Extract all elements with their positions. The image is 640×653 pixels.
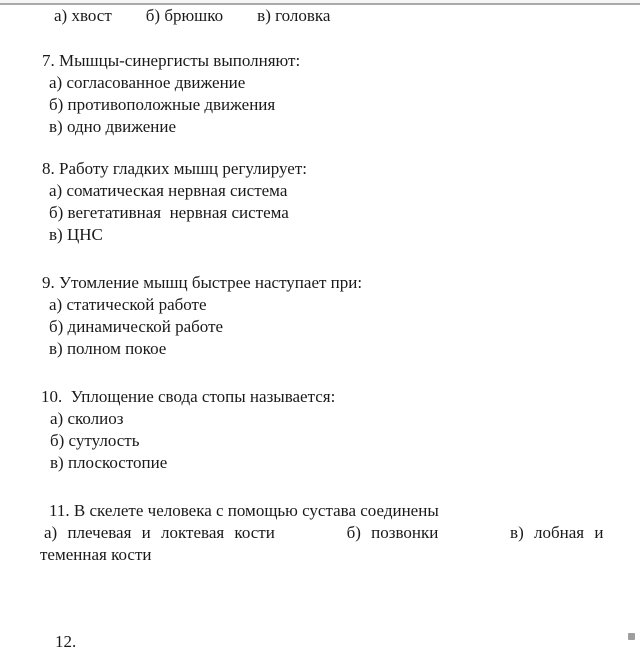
question-heading bbox=[0, 272, 640, 294]
option-line-a: а) согласованное движение bbox=[49, 73, 246, 92]
option-line-b: б) динамической работе bbox=[49, 317, 224, 336]
question-number: 9. bbox=[42, 273, 59, 292]
option-line-a: а) статической работе bbox=[49, 295, 207, 314]
question-heading bbox=[0, 158, 640, 180]
question-number: 7. bbox=[42, 51, 59, 70]
option-line-b: б) сутулость bbox=[50, 431, 140, 450]
options-inline-wrap-line: теменная кости bbox=[40, 545, 152, 564]
option-line-b: б) вегетативная нервная система bbox=[49, 203, 289, 222]
question-block-11 bbox=[0, 500, 640, 566]
question-heading bbox=[0, 386, 640, 408]
clipped-next-question-line: 12. bbox=[55, 632, 77, 651]
question-text: В скелете человека с помощью сустава соединены bbox=[73, 501, 439, 520]
question-text: Утомление мышц быстрее наступает при: bbox=[59, 273, 363, 292]
question-heading bbox=[0, 500, 640, 522]
question-block-10 bbox=[0, 386, 640, 474]
option-line-a: а) сколиоз bbox=[50, 409, 124, 428]
option-line-b: б) противоположные движения bbox=[49, 95, 276, 114]
option-line-v: в) ЦНС bbox=[49, 225, 103, 244]
option-line-v: в) плоскостопие bbox=[50, 453, 168, 472]
question-number: 10. bbox=[41, 387, 71, 406]
question-heading bbox=[0, 50, 640, 72]
question-block-8 bbox=[0, 158, 640, 246]
question-text: Работу гладких мышц регулирует: bbox=[59, 159, 307, 178]
option-line-a: а) соматическая нервная система bbox=[49, 181, 288, 200]
question-number: 11. bbox=[49, 501, 74, 520]
question-block-9 bbox=[0, 272, 640, 360]
question-block-7 bbox=[0, 50, 640, 138]
question-number: 8. bbox=[42, 159, 59, 178]
scrollbar-fragment[interactable] bbox=[628, 633, 635, 640]
option-line-v: в) одно движение bbox=[49, 117, 177, 136]
option-line-v: в) полном покое bbox=[49, 339, 167, 358]
options-inline-line: а) плечевая и локтевая кости б) позвонки в) лобная и bbox=[44, 523, 604, 542]
question-text: Уплощение свода стопы называется: bbox=[70, 387, 336, 406]
continuation-options-line: а) хвост б) брюшко в) головка bbox=[54, 6, 331, 25]
question-text: Мышцы-синергисты выполняют: bbox=[59, 51, 301, 70]
